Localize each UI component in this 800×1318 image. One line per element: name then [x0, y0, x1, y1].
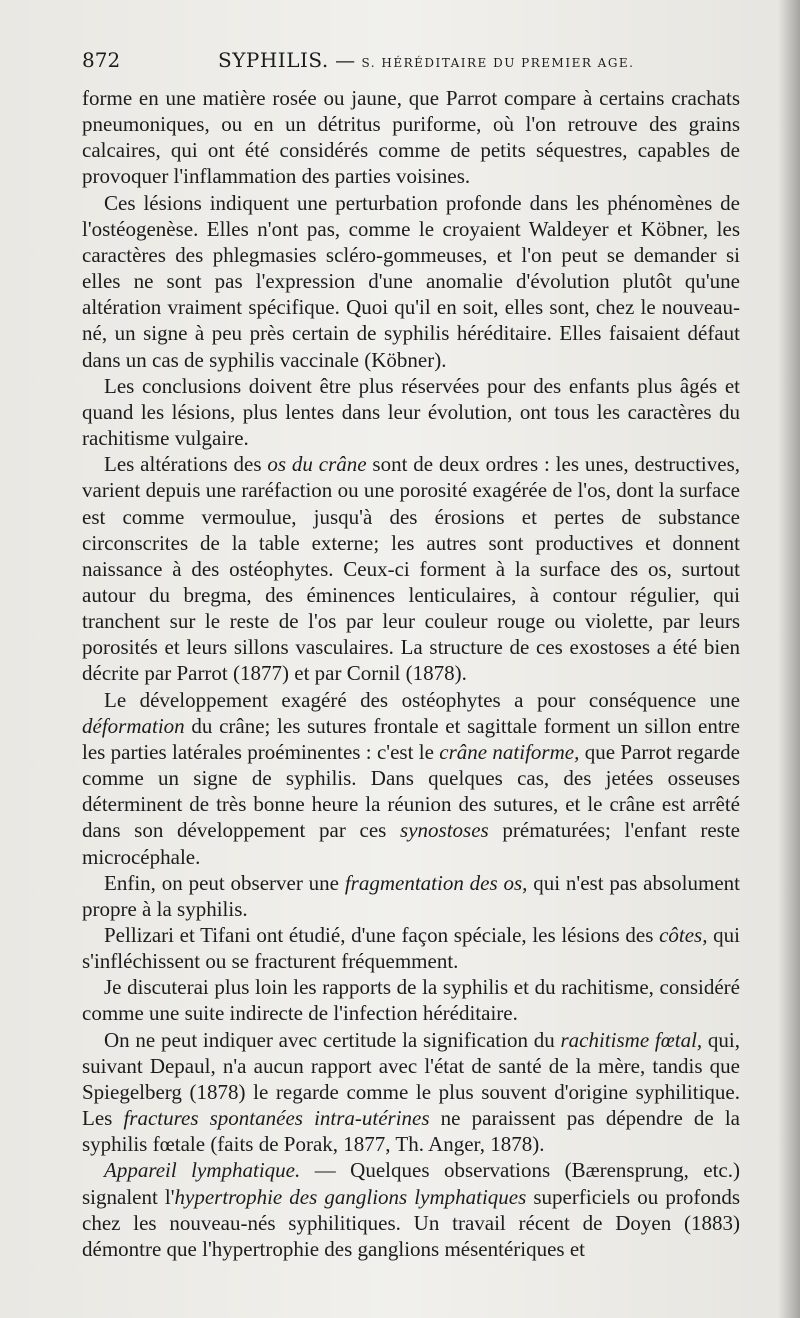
italic-text: fractures spontanées intra-utérines [123, 1106, 430, 1131]
text-segment: prématurées; l'enfant reste microcéphale. [82, 818, 740, 869]
italic-text: fragmentation des os, [344, 870, 528, 895]
italic-text: os du crâne [267, 452, 367, 477]
italic-text: Appareil lymphatique. [104, 1158, 301, 1183]
text-segment: superficiels ou profonds chez les nouveau-nés syphilitiques. Un travail récent de Doyen (1883) démontre que l'hypertrophie des ganglions mésentériques et [82, 1184, 741, 1261]
text-segment: Ces lésions indiquent une perturbation profonde dans les phénomènes de l'ostéogenèse. Elles n'ont pas, comme le croyaient Waldeyer et Köbner, les caractères des phlegmasies scléro-gommeuses, et l'on peut se demander si elles ne sont pas l'expression d'une anomalie d'évolution plutôt qu'une altération vraiment spécifique. Quoi qu'il en soit, elles sont, chez le nouveau-né, un signe à peu près certain de syphilis héréditaire. Elles faisaient défaut dans un cas de syphilis vaccinale (Köbner). [82, 190, 740, 372]
text-segment: qui, suivant Depaul, n'a aucun rapport avec l'état de santé de la mère, tandis que Spiegelberg (1878) le regarde comme le plus souvent d'origine syphilitique. Les [82, 1027, 740, 1131]
text-segment: du crâne; les sutures frontale et sagittale forment un sillon entre les parties latérales proéminentes : c'est le [82, 713, 740, 764]
paragraph [82, 1027, 740, 1158]
running-header [82, 46, 742, 77]
paragraph [82, 1157, 740, 1262]
italic-text: crâne natiforme, [439, 739, 580, 764]
paragraph [82, 451, 740, 686]
page-gutter-shadow [778, 0, 800, 1318]
italic-text: déformation [82, 713, 185, 738]
text-segment: Les conclusions doivent être plus réservées pour des enfants plus âgés et quand les lésions, plus lentes dans leur évolution, ont tous les caractères du rachitisme vulgaire. [82, 373, 740, 451]
italic-text: hypertrophie des ganglions lymphatiques [174, 1184, 527, 1209]
paragraph [82, 190, 740, 373]
paragraph [82, 870, 740, 922]
italic-text: synostoses [400, 818, 489, 843]
text-segment: qui s'infléchissent ou se fracturent fréquemment. [82, 923, 740, 974]
header-dash: — [335, 48, 356, 72]
running-title: SYPHILIS. [218, 48, 329, 72]
paragraph [82, 687, 740, 870]
paragraph [82, 373, 740, 451]
text-segment: — Quelques observations (Bærensprung, etc.) signalent l' [82, 1158, 740, 1209]
paragraph [82, 974, 740, 1026]
text-segment: que Parrot regarde comme un signe de syphilis. Dans quelques cas, des jetées osseuses déterminent de très bonne heure la réunion des sutures, et le crâne est arrêté dans son développement par ces [82, 739, 740, 843]
paragraph [82, 922, 740, 974]
text-segment: sont de deux ordres : les unes, destructives, varient depuis une raréfaction ou une porosité exagérée de l'os, dont la surface est comme vermoulue, jusqu'à des érosions et pertes de substance circonscrites de la table externe; les autres sont productives et donnent naissance à des ostéophytes. Ceux-ci forment à la surface des os, surtout autour du bregma, des éminences lenticulaires, à contour régulier, qui tranchent sur le reste de l'os par leur couleur rouge ou violette, par leurs porosités et leurs sillons vasculaires. La structure de ces exostoses a été bien décrite par Parrot (1877) et par Cornil (1878). [82, 452, 740, 686]
text-segment: Enfin, on peut observer une [104, 870, 345, 895]
text-segment: forme en une matière rosée ou jaune, que Parrot compare à certains crachats pneumoniques, ou en un détritus puriforme, où l'on retrouve des grains calcaires, qui ont été considérés comme de petits séquestres, capables de provoquer l'inflammation des parties voisines. [82, 86, 740, 189]
page-number: 872 [82, 48, 121, 72]
italic-text: côtes, [659, 923, 708, 947]
running-subtitle: S. HÉRÉDITAIRE DU PREMIER AGE. [361, 56, 635, 70]
text-segment: Les altérations des [104, 452, 268, 477]
text-segment: Je discuterai plus loin les rapports de la syphilis et du rachitisme, considéré comme une suite indirecte de l'infection héréditaire. [82, 975, 740, 1026]
text-segment: Pellizari et Tifani ont étudié, d'une façon spéciale, les lésions des [104, 923, 660, 947]
text-segment: Le développement exagéré des ostéophytes a pour conséquence une [104, 687, 740, 712]
text-segment: ne paraissent pas dépendre de la syphilis fœtale (faits de Porak, 1877, Th. Anger, 1878). [82, 1106, 741, 1157]
text-segment: qui n'est pas absolument propre à la syphilis. [82, 870, 740, 921]
text-segment: On ne peut indiquer avec certitude la signification du [104, 1027, 561, 1052]
body-text [82, 85, 740, 1262]
italic-text: rachitisme fœtal, [560, 1027, 703, 1052]
paragraph [82, 85, 740, 190]
